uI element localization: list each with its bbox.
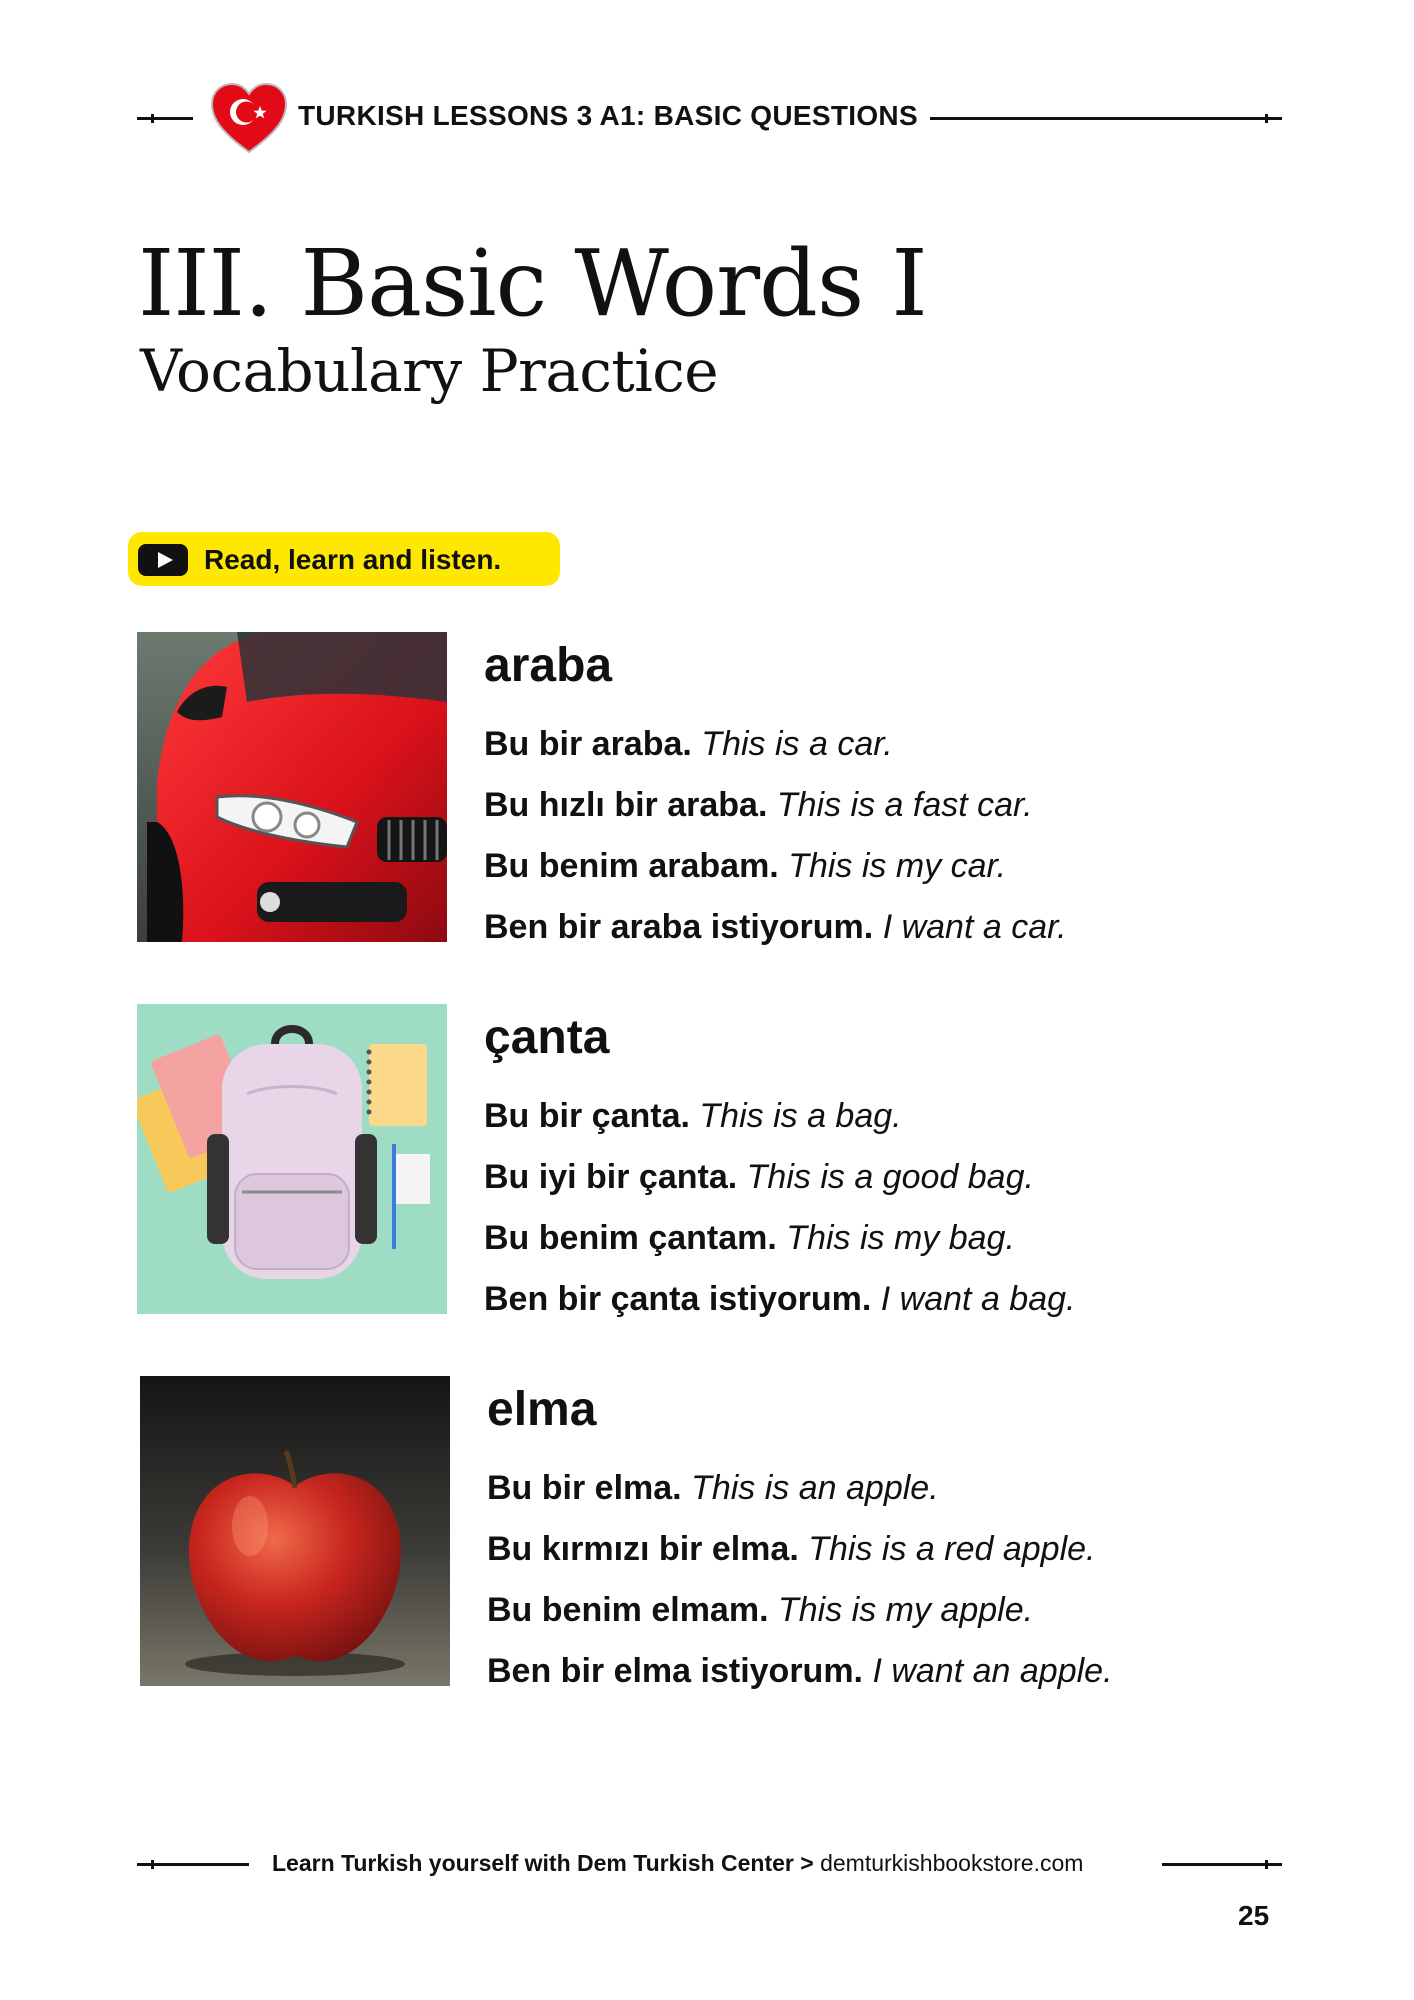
vocab-word: elma [487,1383,597,1436]
english-translation: This is my apple. [777,1591,1034,1629]
play-icon[interactable] [138,544,188,576]
header-rule-right [930,117,1282,120]
sentence-list [484,714,1067,958]
turkish-sentence: Bu bir araba. [484,725,692,763]
sentence-line [487,1580,1113,1641]
english-translation: This is an apple. [691,1469,939,1507]
sentence-line [484,836,1067,897]
turkish-sentence: Bu bir çanta. [484,1097,690,1135]
english-translation: I want a car. [882,908,1067,946]
turkish-sentence: Bu iyi bir çanta. [484,1158,738,1196]
english-translation: This is a car. [701,725,893,763]
footer-tagline: Learn Turkish yourself with Dem Turkish Center [272,1850,794,1876]
english-translation: This is my car. [788,847,1007,885]
sentence-line [484,1269,1075,1330]
vocab-word: çanta [484,1011,610,1064]
english-translation: This is my bag. [786,1219,1015,1257]
english-translation: I want an apple. [872,1652,1113,1690]
instruction-badge [128,532,560,586]
footer-text [272,1850,1083,1877]
header-title: TURKISH LESSONS 3 A1: BASIC QUESTIONS [298,100,918,131]
sentence-line [487,1519,1113,1580]
vocab-item-araba [137,632,1277,944]
footer-rule-right [1162,1863,1282,1866]
turkish-flag-heart-icon [210,82,288,154]
sentence-line [487,1641,1113,1702]
sentence-line [484,1086,1075,1147]
turkish-sentence: Bu benim arabam. [484,847,779,885]
page-title: III. Basic Words I [138,230,927,337]
turkish-sentence: Ben bir çanta istiyorum. [484,1280,872,1318]
sentence-list [484,1086,1075,1330]
vocab-word: araba [484,639,613,692]
turkish-sentence: Ben bir araba istiyorum. [484,908,874,946]
english-translation: This is a red apple. [808,1530,1096,1568]
turkish-sentence: Ben bir elma istiyorum. [487,1652,863,1690]
english-translation: This is a fast car. [776,786,1033,824]
sentence-line [484,714,1067,775]
vocab-item-canta [137,1004,1277,1316]
red-car-photo [137,632,447,942]
header-rule-left [137,117,193,120]
turkish-sentence: Bu benim çantam. [484,1219,777,1257]
backpack-photo [137,1004,447,1314]
instruction-text: Read, learn and listen. [204,544,502,575]
footer-rule-left [137,1863,249,1866]
turkish-sentence: Bu hızlı bir araba. [484,786,768,824]
sentence-line [487,1458,1113,1519]
turkish-sentence: Bu bir elma. [487,1469,682,1507]
english-translation: This is a bag. [699,1097,902,1135]
footer-separator: > [800,1850,814,1876]
sentence-list [487,1458,1113,1702]
english-translation: This is a good bag. [746,1158,1034,1196]
footer-site-link[interactable]: demturkishbookstore.com [820,1850,1084,1876]
english-translation: I want a bag. [880,1280,1076,1318]
vocab-item-elma [140,1376,1280,1688]
sentence-line [484,1208,1075,1269]
sentence-line [484,775,1067,836]
sentence-line [484,897,1067,958]
turkish-sentence: Bu kırmızı bir elma. [487,1530,799,1568]
red-apple-photo [140,1376,450,1686]
page-subtitle: Vocabulary Practice [140,337,719,405]
page-number: 25 [1238,1900,1270,1931]
turkish-sentence: Bu benim elmam. [487,1591,769,1629]
sentence-line [484,1147,1075,1208]
